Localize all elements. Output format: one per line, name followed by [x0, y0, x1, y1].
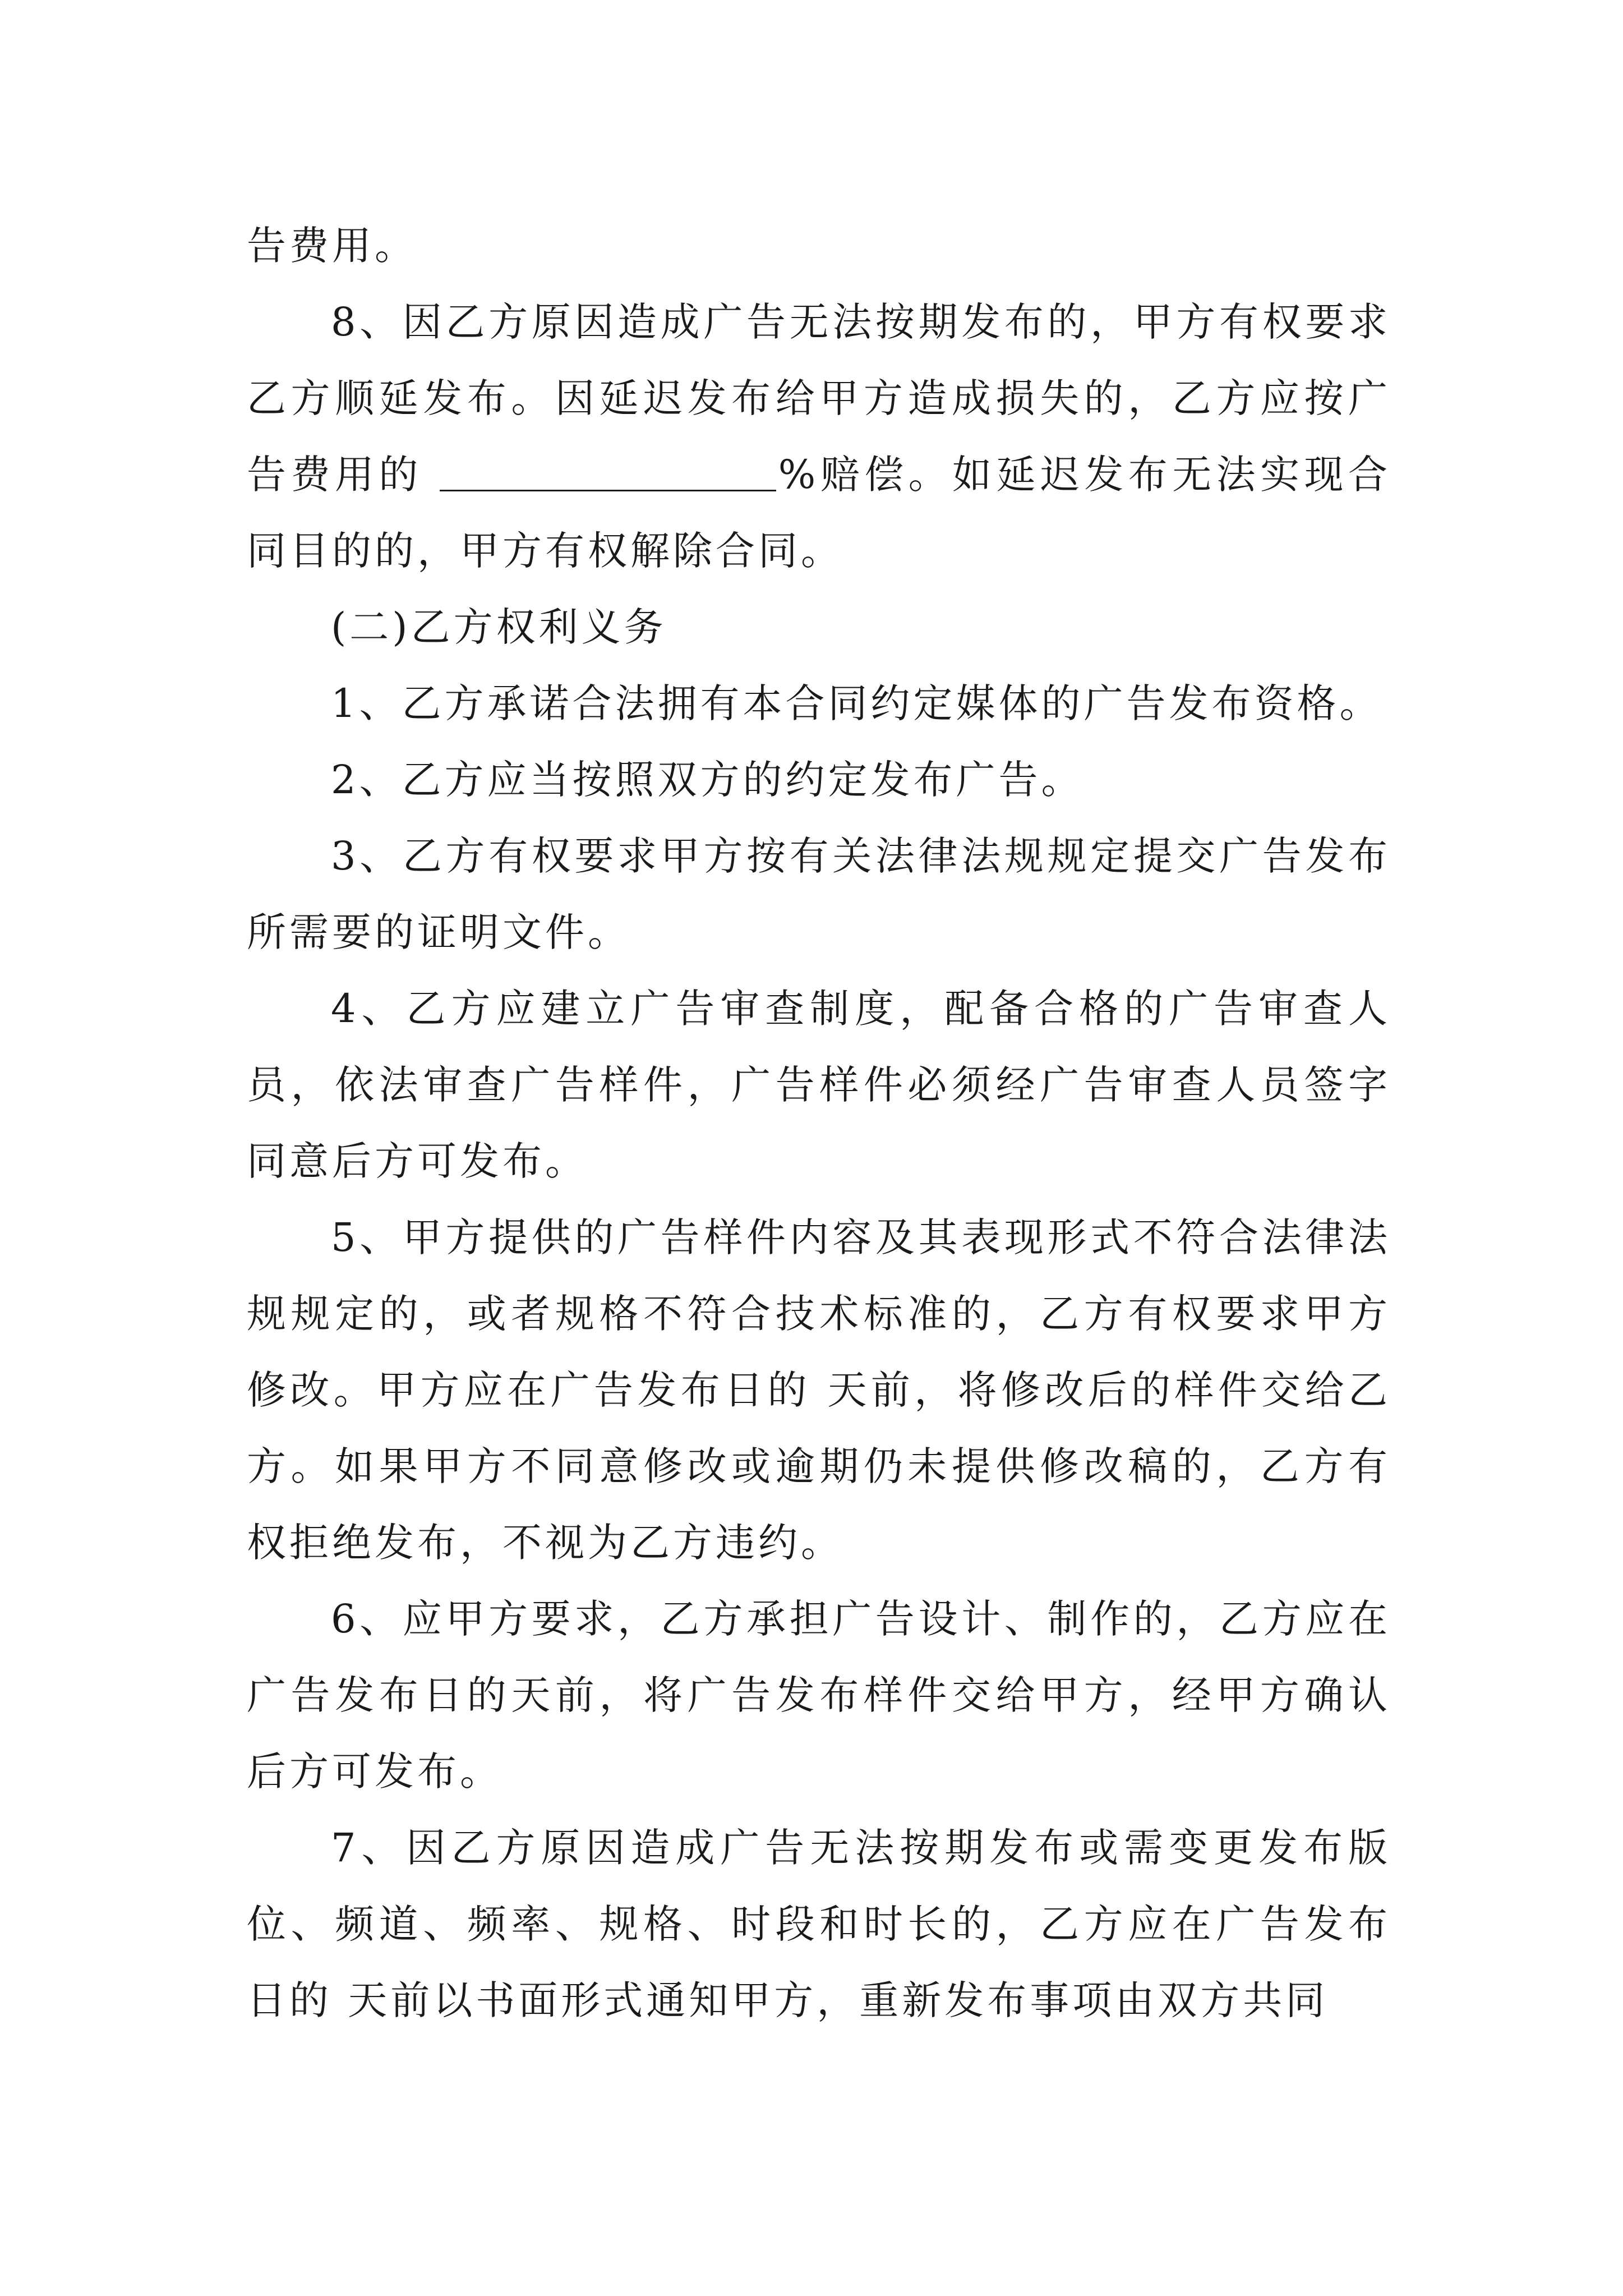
paragraph-text: 5、甲方提供的广告样件内容及其表现形式不符合法律法规规定的，或者规格不符合技术标准的，乙方有权要求甲方修改。甲方应在广告发布日的 天前，将修改后的样件交给乙方。如果甲方不同意修改或逾期仍未提供修改稿的，乙方有权拒绝发布，不视为乙方违约。 [247, 1214, 1391, 1566]
paragraph-clause-3 [247, 818, 1391, 970]
paragraph-clause-6 [247, 1581, 1391, 1810]
paragraph-clause-2 [247, 742, 1391, 818]
fill-in-blank [440, 456, 776, 491]
paragraph-clause-5 [247, 1199, 1391, 1581]
paragraph-text: 1、乙方承诺合法拥有本合同约定媒体的广告发布资格。 [331, 680, 1382, 726]
section-heading [247, 589, 1391, 665]
paragraph-text: 7、因乙方原因造成广告无法按期发布或需变更发布版位、频道、频率、规格、时段和时长的，乙方应在广告发布日的 天前以书面形式通知甲方，重新发布事项由双方共同 [247, 1825, 1391, 2023]
paragraph-continuation [247, 208, 1391, 284]
paragraph-text: 4、乙方应建立广告审查制度，配备合格的广告审查人员，依法审查广告样件，广告样件必须经广告审查人员签字同意后方可发布。 [247, 986, 1391, 1184]
paragraph-clause-7 [247, 1810, 1391, 2039]
paragraph-text: 3、乙方有权要求甲方按有关法律法规规定提交广告发布所需要的证明文件。 [247, 833, 1391, 955]
paragraph-text: 告费用。 [247, 223, 417, 269]
paragraph-text-after-blank: %赔偿。如延迟发布无法实现合同目的的，甲方有权解除合同。 [247, 452, 1391, 574]
section-heading-text: (二)乙方权利义务 [331, 604, 667, 650]
paragraph-text: 8、因乙方原因造成广告无法按期发布的，甲方有权要求乙方顺延发布。因延迟发布给甲方造成损失的，乙方应按广告费用的 [247, 299, 1391, 498]
paragraph-clause-1 [247, 665, 1391, 742]
document-body [247, 208, 1391, 2039]
paragraph-text: 2、乙方应当按照双方的约定发布广告。 [331, 757, 1084, 803]
paragraph-clause-8 [247, 284, 1391, 589]
paragraph-clause-4 [247, 970, 1391, 1199]
paragraph-text: 6、应甲方要求，乙方承担广告设计、制作的，乙方应在广告发布日的天前，将广告发布样件交给甲方，经甲方确认后方可发布。 [247, 1596, 1391, 1795]
